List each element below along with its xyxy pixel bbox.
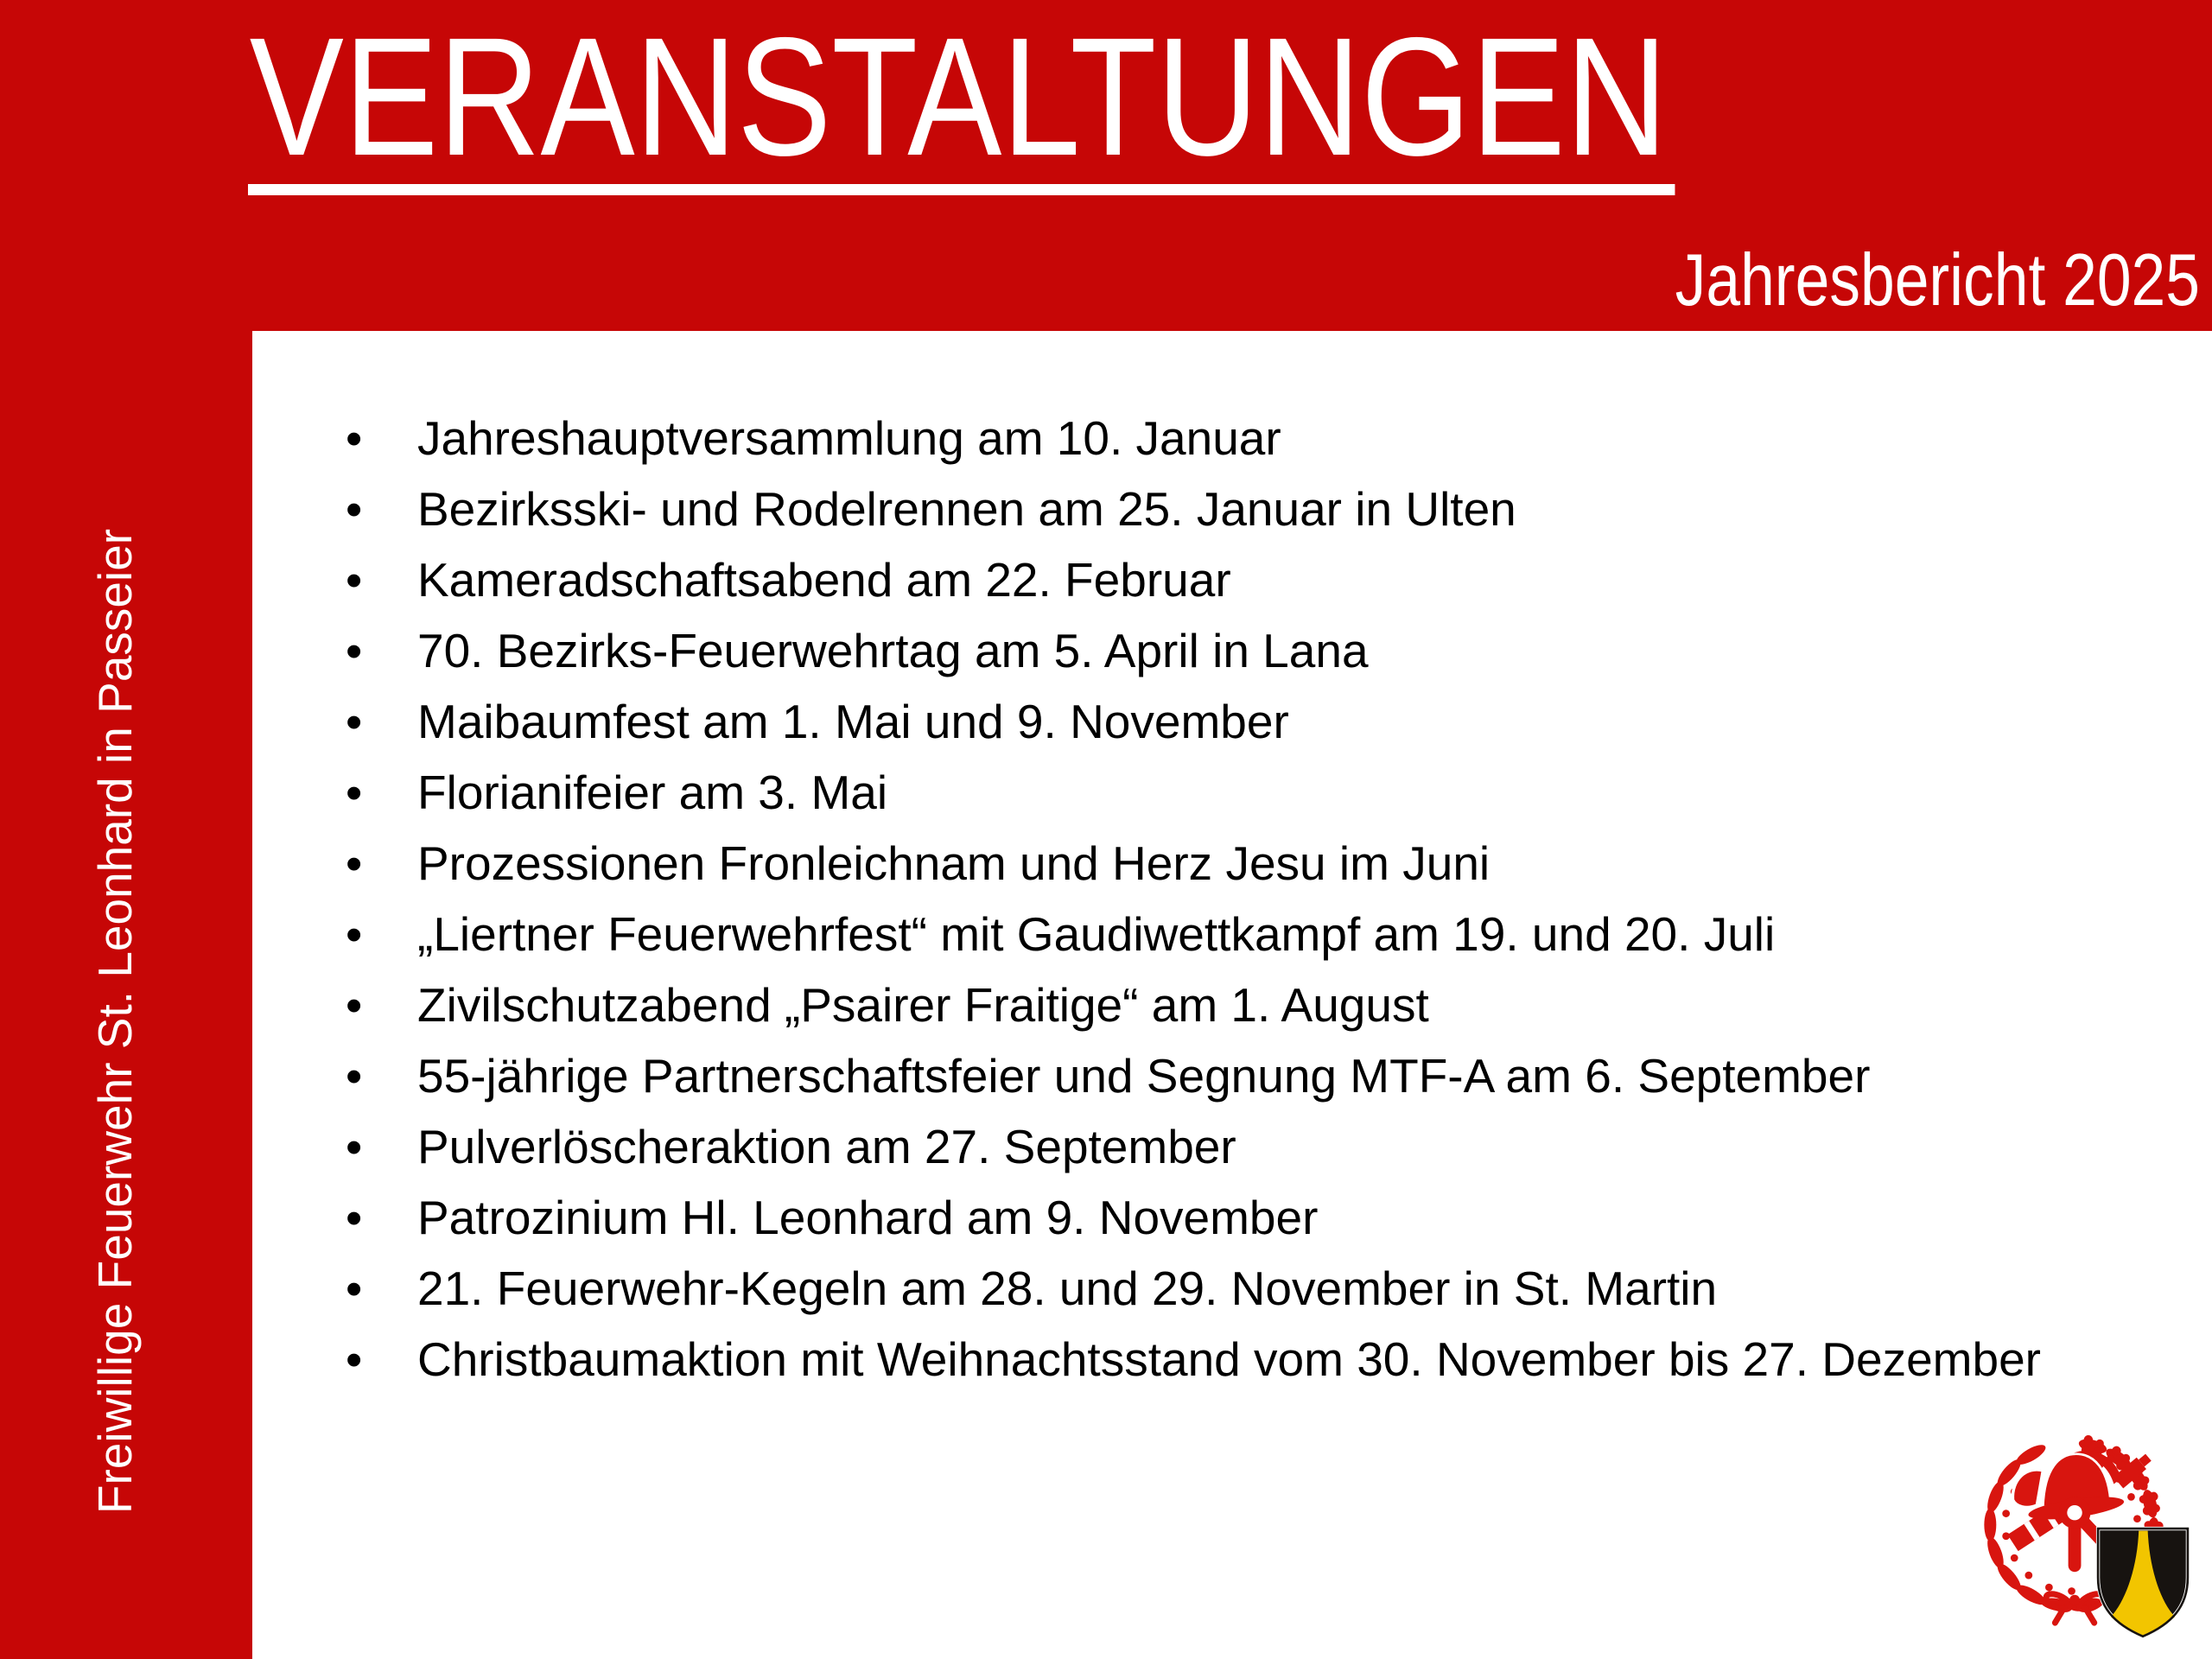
list-item bbox=[346, 757, 2041, 828]
bullet-icon: • bbox=[346, 482, 363, 536]
bullet-icon: • bbox=[346, 553, 363, 607]
list-item bbox=[346, 828, 2041, 899]
event-text: Bezirksski- und Rodelrennen am 25. Januar in Ulten bbox=[417, 482, 1516, 536]
bullet-icon: • bbox=[346, 1120, 363, 1173]
bullet-icon: • bbox=[346, 907, 363, 961]
event-text: Patrozinium Hl. Leonhard am 9. November bbox=[417, 1191, 1319, 1244]
list-item bbox=[346, 1253, 2041, 1324]
sidebar-vertical-label: Freiwillige Feuerwehr St. Leonhard in Passeier bbox=[88, 528, 142, 1515]
event-text: 70. Bezirks-Feuerwehrtag am 5. April in Lana bbox=[417, 624, 1369, 677]
list-item bbox=[346, 686, 2041, 757]
event-text: Jahreshauptversammlung am 10. Januar bbox=[417, 411, 1281, 465]
event-text: 21. Feuerwehr-Kegeln am 28. und 29. November in St. Martin bbox=[417, 1262, 1718, 1315]
event-text: Christbaumaktion mit Weihnachtsstand vom 30. November bis 27. Dezember bbox=[417, 1332, 2041, 1386]
bullet-icon: • bbox=[346, 766, 363, 819]
bullet-icon: • bbox=[346, 978, 363, 1032]
bullet-icon: • bbox=[346, 1332, 363, 1386]
event-text: Maibaumfest am 1. Mai und 9. November bbox=[417, 695, 1289, 748]
list-item bbox=[346, 615, 2041, 686]
event-text: Florianifeier am 3. Mai bbox=[417, 766, 888, 819]
bullet-icon: • bbox=[346, 836, 363, 890]
list-item bbox=[346, 1182, 2041, 1253]
list-item bbox=[346, 474, 2041, 544]
bullet-icon: • bbox=[346, 1262, 363, 1315]
bullet-icon: • bbox=[346, 695, 363, 748]
list-item bbox=[346, 1111, 2041, 1182]
list-item bbox=[346, 1040, 2041, 1111]
list-item bbox=[346, 544, 2041, 615]
list-item bbox=[346, 1324, 2041, 1395]
bullet-icon: • bbox=[346, 411, 363, 465]
bullet-icon: • bbox=[346, 624, 363, 677]
list-item bbox=[346, 403, 2041, 474]
list-item bbox=[346, 969, 2041, 1040]
events-list bbox=[346, 403, 2041, 1395]
coat-of-arms-icon bbox=[2098, 1529, 2188, 1637]
event-text: Prozessionen Fronleichnam und Herz Jesu im Juni bbox=[417, 836, 1491, 890]
event-text: Zivilschutzabend „Psairer Fraitige“ am 1. August bbox=[417, 978, 1429, 1032]
event-text: Kameradschaftsabend am 22. Februar bbox=[417, 553, 1231, 607]
report-year-label: Jahresbericht 2025 bbox=[1675, 239, 2200, 321]
list-item bbox=[346, 899, 2041, 969]
event-text: 55-jährige Partnerschaftsfeier und Segnung MTF-A am 6. September bbox=[417, 1049, 1871, 1103]
bullet-icon: • bbox=[346, 1049, 363, 1103]
bullet-icon: • bbox=[346, 1191, 363, 1244]
event-text: „Liertner Feuerwehrfest“ mit Gaudiwettkampf am 19. und 20. Juli bbox=[417, 907, 1776, 961]
page-title: VERANSTALTUNGEN bbox=[248, 17, 1675, 195]
event-text: Pulverlöscheraktion am 27. September bbox=[417, 1120, 1236, 1173]
fire-brigade-logo bbox=[1974, 1428, 2200, 1647]
